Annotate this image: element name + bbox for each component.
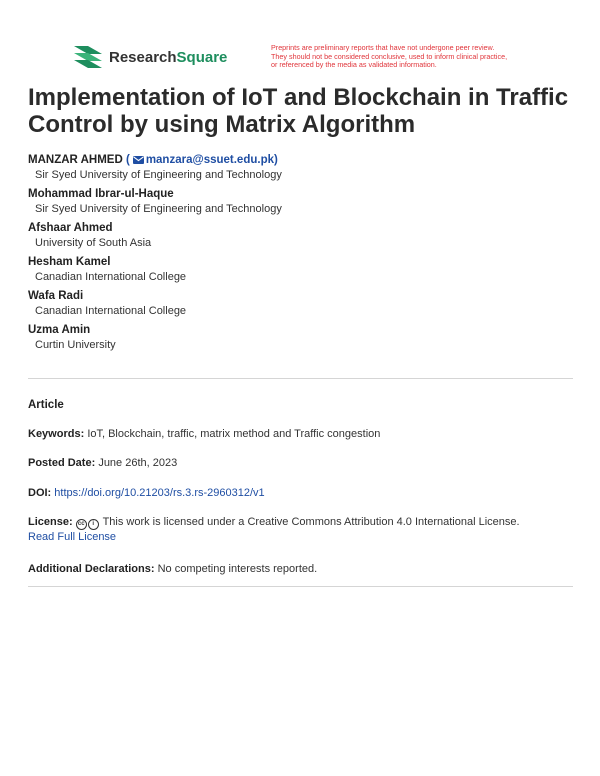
declarations-label: Additional Declarations:	[28, 563, 155, 575]
disclaimer-line: or referenced by the media as validated information.	[271, 60, 437, 70]
author-entry	[28, 323, 573, 353]
brand-name-part2: Square	[176, 48, 228, 66]
brand-name	[109, 49, 227, 66]
author-email: manzara@ssuet.edu.pk	[145, 154, 274, 166]
cc-icon: cc	[76, 519, 87, 530]
article-type-label: Article	[28, 399, 64, 411]
doi-link[interactable]: https://doi.org/10.21203/rs.3.rs-2960312/v1	[54, 487, 265, 499]
author-entry	[28, 255, 573, 285]
declarations-line	[28, 562, 573, 577]
disclaimer-line: They should not be considered conclusive, used to inform clinical practice,	[271, 51, 508, 61]
page-header	[74, 44, 544, 76]
by-icon: i	[88, 519, 99, 530]
envelope-icon	[133, 156, 144, 164]
article-type	[28, 398, 573, 413]
declarations-value: No competing interests reported.	[157, 563, 318, 575]
author-list	[28, 153, 573, 357]
author-affiliation: Canadian International College	[35, 305, 187, 317]
posted-date-line	[28, 456, 573, 471]
license-text: This work is licensed under a Creative Commons Attribution 4.0 International License.	[102, 516, 520, 528]
preprint-disclaimer	[271, 44, 546, 70]
license-line	[28, 515, 573, 545]
author-name: MANZAR AHMED	[28, 154, 123, 166]
keywords-line	[28, 427, 573, 442]
disclaimer-line: Preprints are preliminary reports that have not undergone peer review.	[271, 43, 495, 52]
section-divider	[28, 586, 573, 587]
author-entry	[28, 289, 573, 319]
keywords-value: IoT, Blockchain, traffic, matrix method and Traffic congestion	[87, 428, 381, 440]
author-email-link[interactable]: ( manzara@ssuet.edu.pk)	[125, 154, 278, 166]
author-entry	[28, 187, 573, 217]
author-affiliation: Canadian International College	[35, 271, 187, 283]
author-affiliation: Sir Syed University of Engineering and Technology	[35, 203, 282, 215]
paper-title: Implementation of IoT and Blockchain in Traffic Control by using Matrix Algorithm	[28, 84, 569, 138]
posted-date-label: Posted Date:	[28, 457, 96, 469]
author-name: Wafa Radi	[28, 290, 84, 302]
license-label: License:	[28, 516, 73, 528]
author-name: Afshaar Ahmed	[28, 222, 113, 234]
posted-date-value: June 26th, 2023	[98, 457, 178, 469]
author-name: Mohammad Ibrar-ul-Haque	[28, 188, 174, 200]
author-affiliation: Sir Syed University of Engineering and Technology	[35, 169, 282, 181]
research-square-logo-icon	[74, 46, 102, 68]
research-square-logo[interactable]	[74, 46, 227, 68]
read-full-license-link[interactable]: Read Full License	[28, 531, 117, 543]
doi-line	[28, 486, 573, 501]
author-name: Hesham Kamel	[28, 256, 111, 268]
keywords-label: Keywords:	[28, 428, 85, 440]
brand-name-part1: Research	[109, 48, 177, 66]
doi-label: DOI:	[28, 487, 52, 499]
author-entry	[28, 221, 573, 251]
author-name: Uzma Amin	[28, 324, 91, 336]
author-affiliation: University of South Asia	[35, 237, 152, 249]
author-affiliation: Curtin University	[35, 339, 116, 351]
section-divider	[28, 378, 573, 379]
author-entry	[28, 153, 573, 183]
